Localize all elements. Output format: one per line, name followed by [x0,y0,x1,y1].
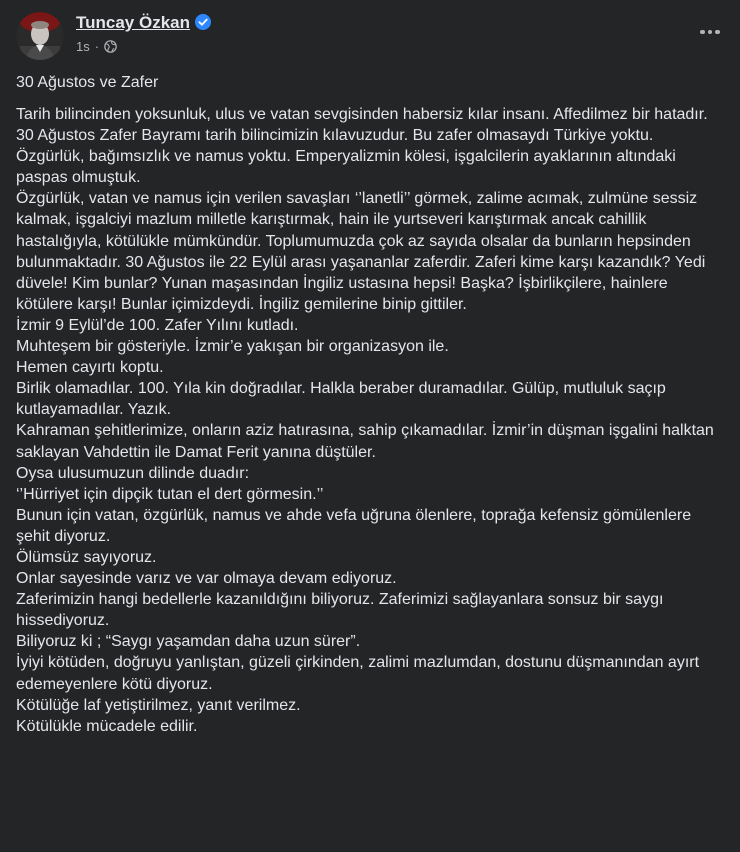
post-paragraph: Muhteşem bir gösteriyle. İzmir’e yakışan bir organizasyon ile. [16,338,449,356]
post-paragraph: Zaferimizin hangi bedellerle kazanıldığını biliyoruz. Zaferimizi sağlayanlara sonsuz bir saygı hissediyoruz. [16,591,664,630]
post-meta [76,37,117,55]
avatar[interactable] [16,12,64,60]
post-body [16,104,716,737]
post-timestamp[interactable]: 1s [76,38,90,54]
post-paragraph: Bunun için vatan, özgürlük, namus ve ahde vefa uğruna ölenlere, toprağa kefensiz gömülenlere şehit diyoruz. [16,506,692,545]
post-paragraph: 30 Ağustos Zafer Bayramı tarih bilincimizin kılavuzudur. Bu zafer olmasaydı Türkiye yoktu. Özgürlük, bağımsızlık ve namus yoktu. Emperyalizmin kölesi, işgalcilerin ayaklarının altındaki paspas olmuştuk. [16,127,676,187]
post-paragraph: Kötülüğe laf yetiştirilmez, yanıt verilmez. [16,696,301,714]
meta-separator: · [94,38,100,54]
globe-icon[interactable] [104,40,117,53]
post-paragraph: Ölümsüz sayıyoruz. [16,548,157,566]
post-paragraph: Kötülükle mücadele edilir. [16,717,198,735]
avatar-portrait-icon [16,12,64,60]
post-paragraph: İzmir 9 Eylül’de 100. Zafer Yılını kutladı. [16,316,299,334]
post-paragraph: Tarih bilincinden yoksunluk, ulus ve vatan sevgisinden habersiz kılar insanı. Affedilmez bir hatadır. [16,106,708,123]
post-paragraph: Onlar sayesinde varız ve var olmaya devam ediyoruz. [16,570,397,588]
post-paragraph: Oysa ulusumuzun dilinde duadır: [16,464,250,482]
more-options-button[interactable] [692,14,728,50]
post-paragraph: Biliyoruz ki ; “Saygı yaşamdan daha uzun sürer”. [16,633,361,651]
post-paragraph: Kahraman şehitlerimize, onların aziz hatırasına, sahip çıkamadılar. İzmir’in düşman işgalini halktan saklayan Vahdettin ile Damat Ferit yanına düştüler. [16,422,714,461]
post-paragraph: İyiyi kötüden, doğruyu yanlıştan, güzeli çirkinden, zalimi mazlumdan, dostunu düşmanından ayırt edemeyenlere kötü diyoruz. [16,654,700,693]
author-name-link[interactable]: Tuncay Özkan [76,13,190,32]
post-title: 30 Ağustos ve Zafer [16,74,159,91]
verified-badge-icon [195,14,211,30]
post-paragraph: Hemen cayırtı koptu. [16,359,164,377]
post-paragraph: Özgürlük, vatan ve namus için verilen savaşları ‘’lanetli’’ görmek, zalime acımak, zulmüne sessiz kalmak, işgalciyi mazlum milletle karıştırmak, hain ile yurtseveri karıştırmak ancak cahillik hastalığıyla, kötülükle mümkündür. Toplumumuzda çok az sayıda olsalar da bunların hepsinden bulunmaktadır. 30 Ağustos ile 22 Eylül arası yaşananlar zaferdir. Zaferi kime karşı kazandık? Yedi düvele! Kim bunlar? Yunan maşasından İngiliz ustasına hepsi! Başka? İşbirlikçilere, hainlere kötülere karşı! Bunlar içimizdeydi. İngiliz gemilerine binip gittiler. [16,190,706,313]
post-paragraph: ‘’Hürriyet için dipçik tutan el dert görmesin.’’ [16,485,324,503]
post-header [16,12,724,60]
more-horizontal-icon [700,30,720,35]
post-paragraph: Birlik olamadılar. 100. Yıla kin doğradılar. Halkla beraber duramadılar. Gülüp, mutluluk saçıp kutlayamadılar. Yazık. [16,380,666,419]
